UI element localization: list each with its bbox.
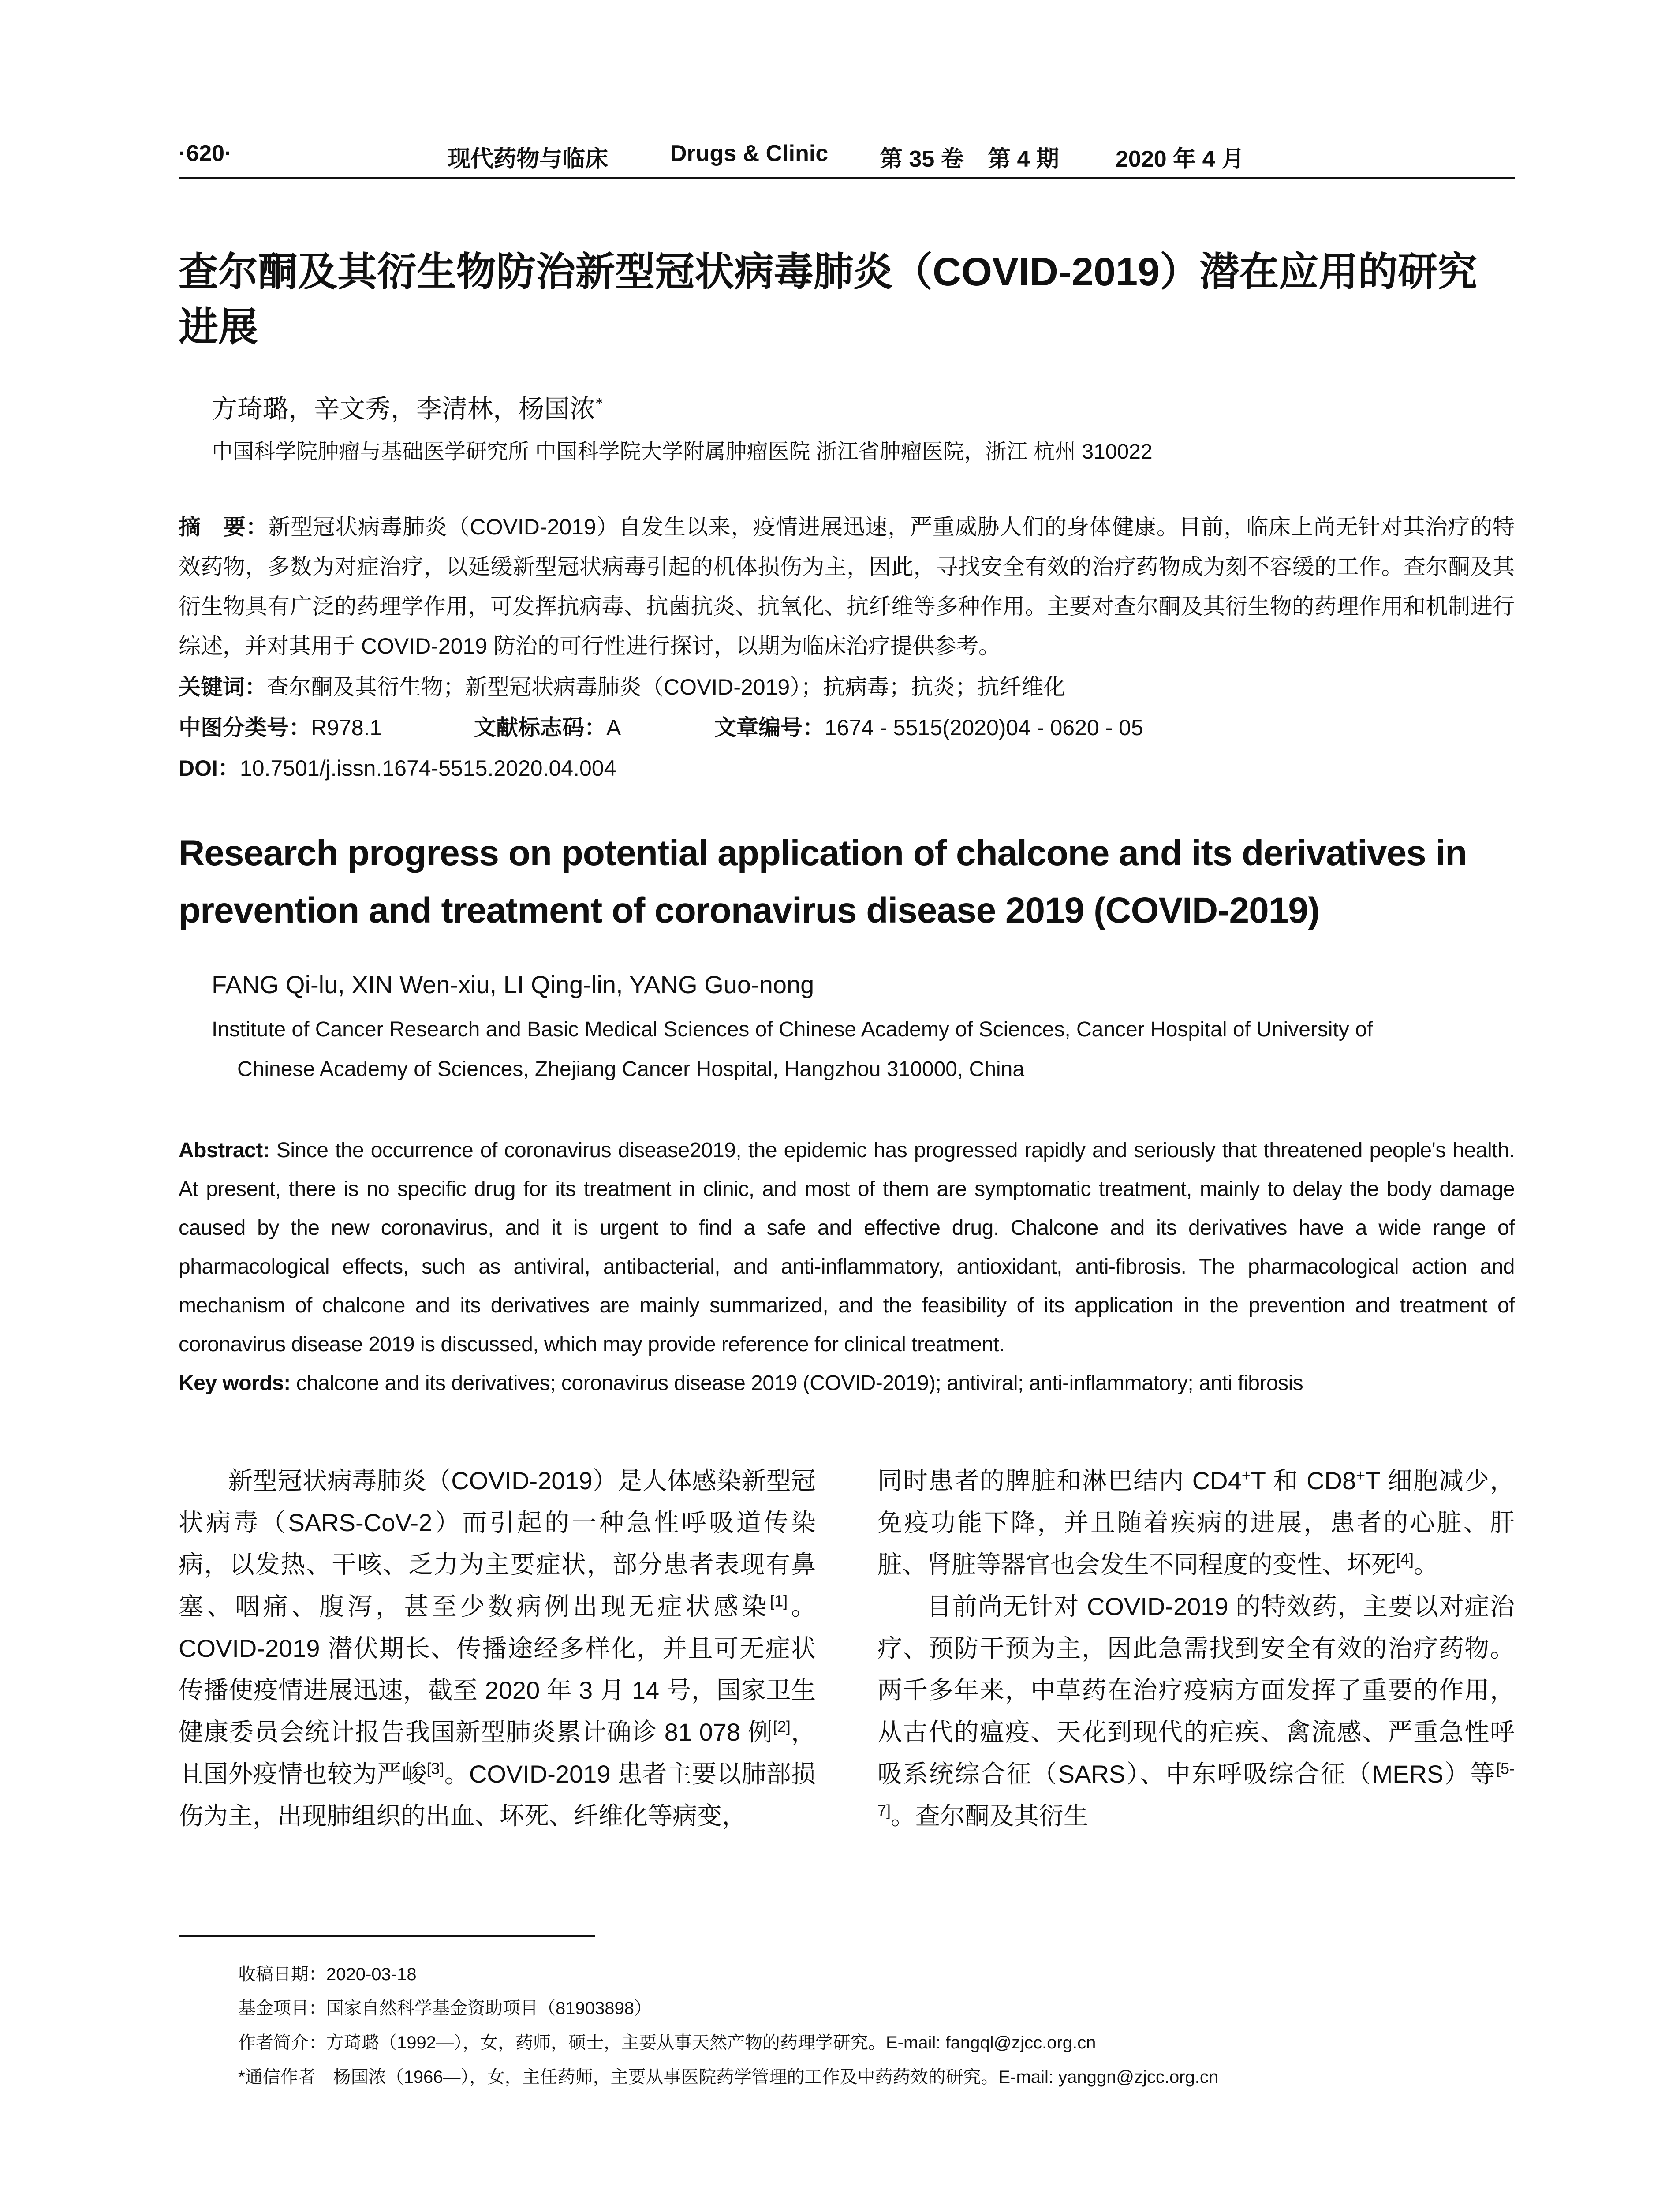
body-text: 新型冠状病毒肺炎（COVID-2019）是人体感染新型冠状病毒（SARS-CoV-2）而引起的一种急性呼吸道传染病，以发热、干咳、乏力为主要症状，部分患者表现有鼻塞、咽痛、腹泻，甚至少数病例出现无症状感染 [179, 1467, 816, 1620]
footnote-corresponding: *通信作者 杨国浓（1966—），女，主任药师，主要从事医院药学管理的工作及中药药效的研究。E-mail: yanggn@zjcc.org.cn [238, 2067, 1219, 2087]
classification-line [179, 710, 1515, 740]
body-text: T 和 CD8 [1251, 1467, 1356, 1495]
document-code [474, 710, 621, 742]
issue-date: 2020 年 4 月 [1116, 146, 1244, 172]
authors-cn [212, 388, 603, 425]
abstract-cn-label: 摘 要： [179, 515, 269, 539]
body-paragraph-1 [179, 1460, 816, 1837]
issue: 第 4 期 [988, 146, 1059, 172]
affiliation-cn: 中国科学院肿瘤与基础医学研究所 中国科学院大学附属肿瘤医院 浙江省肿瘤医院，浙江 杭州 310022 [212, 440, 1153, 463]
body-text: T 细胞减少，免疫功能下降，并且随着疾病的进展，患者的心脏、肝脏、肾脏等器官也会发生不同程度的变性、坏死 [877, 1467, 1515, 1578]
keywords-cn [179, 669, 1065, 701]
title-cn: 查尔酮及其衍生物防治新型冠状病毒肺炎（COVID-2019）潜在应用的研究进展 [179, 250, 1478, 349]
superscript: + [1241, 1466, 1251, 1484]
body-text: ，且国外疫情也较为严峻 [179, 1718, 816, 1788]
footnote-fund: 基金项目：国家自然科学基金资助项目（81903898） [238, 1999, 652, 2018]
article-number-value: 1674 - 5515(2020)04 - 0620 - 05 [825, 715, 1143, 740]
affiliation-en-line2: Chinese Academy of Sciences, Zhejiang Cancer Hospital, Hangzhou 310000, China [237, 1058, 1025, 1081]
doi [179, 751, 616, 782]
abstract-en [179, 1131, 1515, 1403]
keywords-en-text: chalcone and its derivatives; coronavirus disease 2019 (COVID-2019); antiviral; anti-inflammatory; anti fibrosis [296, 1372, 1303, 1395]
keywords-en-label: Key words: [179, 1372, 291, 1395]
body-paragraph-1-continued [877, 1460, 1515, 1585]
body-column-right [877, 1460, 1515, 1837]
body-text: 。 [1414, 1551, 1439, 1578]
abstract-cn-text: 新型冠状病毒肺炎（COVID-2019）自发生以来，疫情进展迅速，严重威胁人们的身体健康。目前，临床上尚无针对其治疗的特效药物，多数为对症治疗，以延缓新型冠状病毒引起的机体损伤为主，因此，寻找安全有效的治疗药物成为刻不容缓的工作。查尔酮及其衍生物具有广泛的药理学作用，可发挥抗病毒、抗菌抗炎、抗氧化、抗纤维等多种作用。主要对查尔酮及其衍生物的药理作用和机制进行综述，并对其用于 COVID-2019 防治的可行性进行探讨，以期为临床治疗提供参考。 [179, 515, 1515, 658]
body-text: 。COVID-2019 潜伏期长、传播途经多样化，并且可无症状传播使疫情进展迅速，截至 2020 年 3 月 14 号，国家卫生健康委员会统计报告我国新型肺炎累计确诊 81 078 例 [179, 1592, 816, 1746]
footnote-rule [179, 1935, 595, 1937]
superscript: + [1356, 1466, 1366, 1484]
body-text: 目前尚无针对 COVID-2019 的特效药，主要以对症治疗、预防干预为主，因此急需找到安全有效的治疗药物。两千多年来，中草药在治疗疫病方面发挥了重要的作用，从古代的瘟疫、天花到现代的疟疾、禽流感、严重急性呼吸系统综合征（SARS）、中东呼吸综合征（MERS）等 [877, 1592, 1515, 1788]
citation: [3] [426, 1759, 444, 1778]
body-text: 同时患者的脾脏和淋巴结内 CD4 [877, 1467, 1242, 1495]
citation: [1] [770, 1592, 788, 1610]
clc [179, 710, 382, 742]
body-text: 。COVID-2019 患者主要以肺部损伤为主，出现肺组织的出血、坏死、纤维化等病变， [179, 1760, 816, 1830]
header-rule [179, 177, 1515, 179]
document-code-label: 文献标志码： [474, 715, 606, 740]
article-number-label: 文章编号： [714, 715, 825, 740]
document-code-value: A [606, 715, 621, 740]
keywords-cn-label: 关键词： [179, 675, 267, 699]
affiliation-en-line1: Institute of Cancer Research and Basic Medical Sciences of Chinese Academy of Sciences, Cancer Hospital of University of [212, 1018, 1373, 1041]
abstract-en-label: Abstract: [179, 1139, 270, 1162]
affiliation-en [212, 1010, 1517, 1089]
authors-en: FANG Qi-lu, XIN Wen-xiu, LI Qing-lin, YANG Guo-nong [212, 971, 814, 998]
volume: 第 35 卷 [880, 146, 964, 172]
keywords-cn-text: 查尔酮及其衍生物；新型冠状病毒肺炎（COVID-2019）；抗病毒；抗炎；抗纤维化 [267, 675, 1066, 699]
journal-name-en: Drugs & Clinic [670, 141, 829, 166]
running-header [179, 140, 1515, 176]
clc-label: 中图分类号： [179, 715, 311, 740]
clc-value: R978.1 [311, 715, 382, 740]
title-en: Research progress on potential application of chalcone and its derivatives in prevention and treatment of coronavirus disease 2019 (COVID-2019) [179, 833, 1467, 931]
abstract-en-text: Since the occurrence of coronavirus disease2019, the epidemic has progressed rapidly and seriously that threatened people's health. At present, there is no specific drug for its treatment in clinic, and most of them are symptomatic treatment, mainly to delay the body damage caused by the new coronavirus, and it is urgent to find a safe and effective drug. Chalcone and its derivatives have a wide range of pharmacological effects, such as antiviral, antibacterial, and anti-inflammatory, antioxidant, anti-fibrosis. The pharmacological action and mechanism of chalcone and its derivatives are mainly summarized, and the feasibility of its application in the prevention and treatment of coronavirus disease 2019 is discussed, which may provide reference for clinical treatment. [179, 1139, 1515, 1356]
body-column-left [179, 1460, 816, 1837]
footnote-author: 作者简介：方琦璐（1992—），女，药师，硕士，主要从事天然产物的药理学研究。E-mail: fangql@zjcc.org.cn [238, 2033, 1096, 2052]
citation: [4] [1396, 1550, 1414, 1568]
doi-value: 10.7501/j.issn.1674-5515.2020.04.004 [239, 756, 616, 781]
journal-name-cn: 现代药物与临床 [448, 147, 609, 172]
body-text: 。查尔酮及其衍生 [891, 1802, 1089, 1830]
article-number [714, 710, 1143, 742]
page-number: ·620· [179, 141, 232, 166]
citation: [2] [773, 1717, 791, 1736]
abstract-cn [179, 507, 1515, 666]
footnote-received: 收稿日期：2020-03-18 [238, 1965, 417, 1984]
corresponding-mark: * [595, 394, 604, 412]
authors-cn-names: 方琦璐，辛文秀，李清林，杨国浓 [212, 395, 596, 423]
body-paragraph-2 [877, 1585, 1515, 1837]
doi-label: DOI： [179, 756, 240, 781]
citation: [5-7] [877, 1759, 1515, 1820]
